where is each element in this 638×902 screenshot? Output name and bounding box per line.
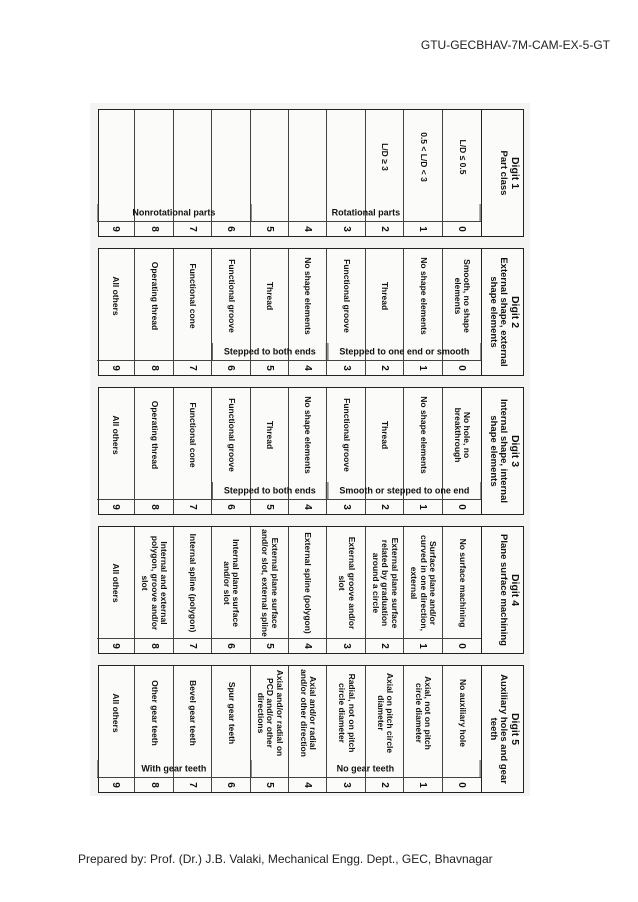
code-description: Thread [380, 281, 391, 311]
code-description: Axial and/or radial on PCD and/or other directions [255, 669, 285, 757]
code-description [97, 112, 134, 202]
code-description: External groove and/or slot [337, 536, 357, 630]
code-number: 0 [443, 360, 481, 375]
code-number: 4 [289, 360, 326, 375]
code-number: 5 [251, 221, 288, 236]
code-description [135, 112, 172, 202]
code-description: Axial, not on pitch circle diameter [413, 676, 434, 750]
code-description: No hole, no breakthrough [452, 407, 473, 463]
code-description: Functional groove [341, 398, 352, 472]
code-description: Surface plane and/or curved in one direction, external [409, 535, 439, 631]
code-description [212, 112, 249, 202]
code-description: Bevel gear teeth [188, 680, 199, 746]
code-number: 1 [404, 360, 441, 375]
code-number: 0 [443, 638, 481, 653]
digit3-row [174, 388, 212, 514]
digit4-row [97, 527, 135, 653]
digit3-title: Internal shape, internal shape elements [488, 399, 509, 503]
code-description: Internal plane surface and/or slot [221, 539, 242, 627]
code-number: 3 [327, 360, 364, 375]
code-description: Functional cone [188, 402, 199, 468]
code-description: Other gear teeth [149, 680, 160, 746]
code-description: Axial on pitch circle diameter [375, 672, 396, 754]
code-number: 1 [404, 638, 441, 653]
digit1-group-label: Rotational parts [251, 204, 481, 222]
code-description: Radial, not on pitch circle diameter [337, 673, 357, 753]
code-description: No surface machining [457, 538, 468, 628]
code-description: Thread [380, 420, 391, 450]
digit4-row [366, 527, 404, 653]
digit4-row [327, 527, 365, 653]
digit2-group-label: Stepped to one end or smooth [327, 343, 481, 361]
code-description: Smooth, no shape elements [452, 259, 473, 333]
code-description: All others [111, 415, 122, 455]
code-number: 6 [212, 221, 249, 236]
code-description: Spur gear teeth [226, 681, 237, 745]
digit4-row [251, 527, 289, 653]
digit4-row [289, 527, 327, 653]
code-number: 8 [135, 499, 172, 514]
code-description: All others [111, 693, 122, 733]
code-number: 2 [366, 360, 403, 375]
digit4-title: Plane surface machining [498, 534, 509, 646]
code-description: Internal spline (polygon) [188, 533, 199, 633]
code-number: 5 [251, 638, 288, 653]
digit2-header [481, 249, 523, 375]
digit4-panel [98, 526, 524, 654]
code-number: 7 [174, 221, 211, 236]
digit4-row [404, 527, 442, 653]
digit4-row [212, 527, 250, 653]
code-description: Axial and/or radial and/or other direction [298, 669, 319, 757]
digit5-digit-label: Digit 5 [509, 712, 521, 746]
digit2-title: External shape, external shape elements [488, 257, 509, 367]
code-description: Thread [265, 420, 276, 450]
code-number: 8 [135, 638, 172, 653]
code-number: 4 [289, 221, 326, 236]
code-description: No shape elements [418, 396, 429, 474]
code-description [251, 112, 288, 202]
code-number: 1 [404, 777, 441, 792]
code-number: 7 [174, 499, 211, 514]
document-footer: Prepared by: Prof. (Dr.) J.B. Valaki, Mechanical Engg. Dept., GEC, Bhavnagar [78, 852, 493, 866]
code-number: 2 [366, 499, 403, 514]
code-number: 5 [251, 360, 288, 375]
digit3-digit-label: Digit 3 [509, 434, 521, 468]
code-number: 9 [97, 638, 134, 653]
document-header: GTU-GECBHAV-7M-CAM-EX-5-GT [420, 38, 610, 52]
code-number: 5 [251, 777, 288, 792]
code-number: 6 [212, 499, 249, 514]
rotated-table [90, 103, 530, 796]
digit3-panel [98, 387, 524, 515]
code-description: Thread [265, 281, 276, 311]
digit3-group-label: Stepped to both ends [212, 482, 327, 500]
code-number: 3 [327, 221, 364, 236]
code-description: No auxiliary hole [457, 678, 468, 748]
code-number: 8 [135, 360, 172, 375]
digit3-group-label: Smooth or stepped to one end [327, 482, 481, 500]
code-description: No shape elements [303, 396, 314, 474]
digit3-row [135, 388, 173, 514]
code-number: 9 [97, 777, 134, 792]
digit3-header [481, 388, 523, 514]
code-number: 1 [404, 499, 441, 514]
code-number: 9 [97, 360, 134, 375]
code-number: 6 [212, 360, 249, 375]
digit4-row [174, 527, 212, 653]
code-description: Operating thread [149, 261, 160, 331]
code-number: 2 [366, 777, 403, 792]
code-number: 3 [327, 638, 364, 653]
digit2-group-label: Stepped to both ends [212, 343, 327, 361]
code-number: 0 [443, 221, 481, 236]
code-number: 5 [251, 499, 288, 514]
digit1-group-label: Nonrotational parts [97, 204, 251, 222]
code-description [289, 112, 326, 202]
digit5-title: Auxiliary holes and gear teeth [488, 674, 509, 784]
code-number: 3 [327, 777, 364, 792]
digit2-row [135, 249, 173, 375]
code-number: 0 [443, 499, 481, 514]
code-description: Functional groove [341, 259, 352, 333]
code-description: Functional groove [226, 259, 237, 333]
code-description: Internal and external polygon, groove and/or slot [140, 535, 170, 631]
code-number: 2 [366, 221, 403, 236]
digit1-title: Part class [498, 150, 509, 196]
code-number: 3 [327, 499, 364, 514]
digit2-row [174, 249, 212, 375]
digit5-header [481, 666, 523, 792]
code-description: External plane surface and/or slot, external spline [260, 529, 280, 637]
code-number: 1 [404, 221, 441, 236]
code-number: 9 [97, 499, 134, 514]
code-description: External spline (polygon) [303, 532, 314, 634]
code-description: External plane surface related by graduation around a circle [370, 537, 400, 629]
code-description: No shape elements [418, 257, 429, 335]
digit4-row [443, 527, 481, 653]
digit2-digit-label: Digit 2 [509, 295, 521, 329]
code-number: 6 [212, 638, 249, 653]
digit1-panel [98, 109, 524, 237]
digit4-row [135, 527, 173, 653]
code-number: 7 [174, 777, 211, 792]
digit5-group-label: No gear teeth [251, 760, 481, 778]
code-description: No shape elements [303, 257, 314, 335]
code-number: 7 [174, 638, 211, 653]
digit4-header [481, 527, 523, 653]
code-number: 6 [212, 777, 249, 792]
code-description: L/D ≤ 0.5 [457, 139, 468, 175]
code-number: 0 [443, 777, 481, 792]
digit4-digit-label: Digit 4 [509, 573, 521, 607]
scanned-classification-table [90, 103, 530, 796]
code-description: Functional cone [188, 263, 199, 329]
digit2-panel [98, 248, 524, 376]
code-number: 2 [366, 638, 403, 653]
code-description [174, 112, 211, 202]
code-description: All others [111, 563, 122, 603]
code-number: 4 [289, 499, 326, 514]
digit5-panel [98, 665, 524, 793]
code-description: All others [111, 276, 122, 316]
code-description: Functional groove [226, 398, 237, 472]
code-description: L/D ≥ 3 [380, 143, 391, 171]
digit2-row [97, 249, 135, 375]
code-description [327, 112, 364, 202]
code-number: 9 [97, 221, 134, 236]
digit1-digit-label: Digit 1 [509, 156, 521, 190]
code-number: 8 [135, 221, 172, 236]
digit3-row [97, 388, 135, 514]
code-number: 4 [289, 777, 326, 792]
digit5-group-label: With gear teeth [97, 760, 251, 778]
code-number: 4 [289, 638, 326, 653]
code-number: 7 [174, 360, 211, 375]
digit1-header [481, 110, 523, 236]
code-description: 0.5 < L/D < 3 [418, 132, 429, 182]
code-number: 8 [135, 777, 172, 792]
code-description: Operating thread [149, 400, 160, 470]
